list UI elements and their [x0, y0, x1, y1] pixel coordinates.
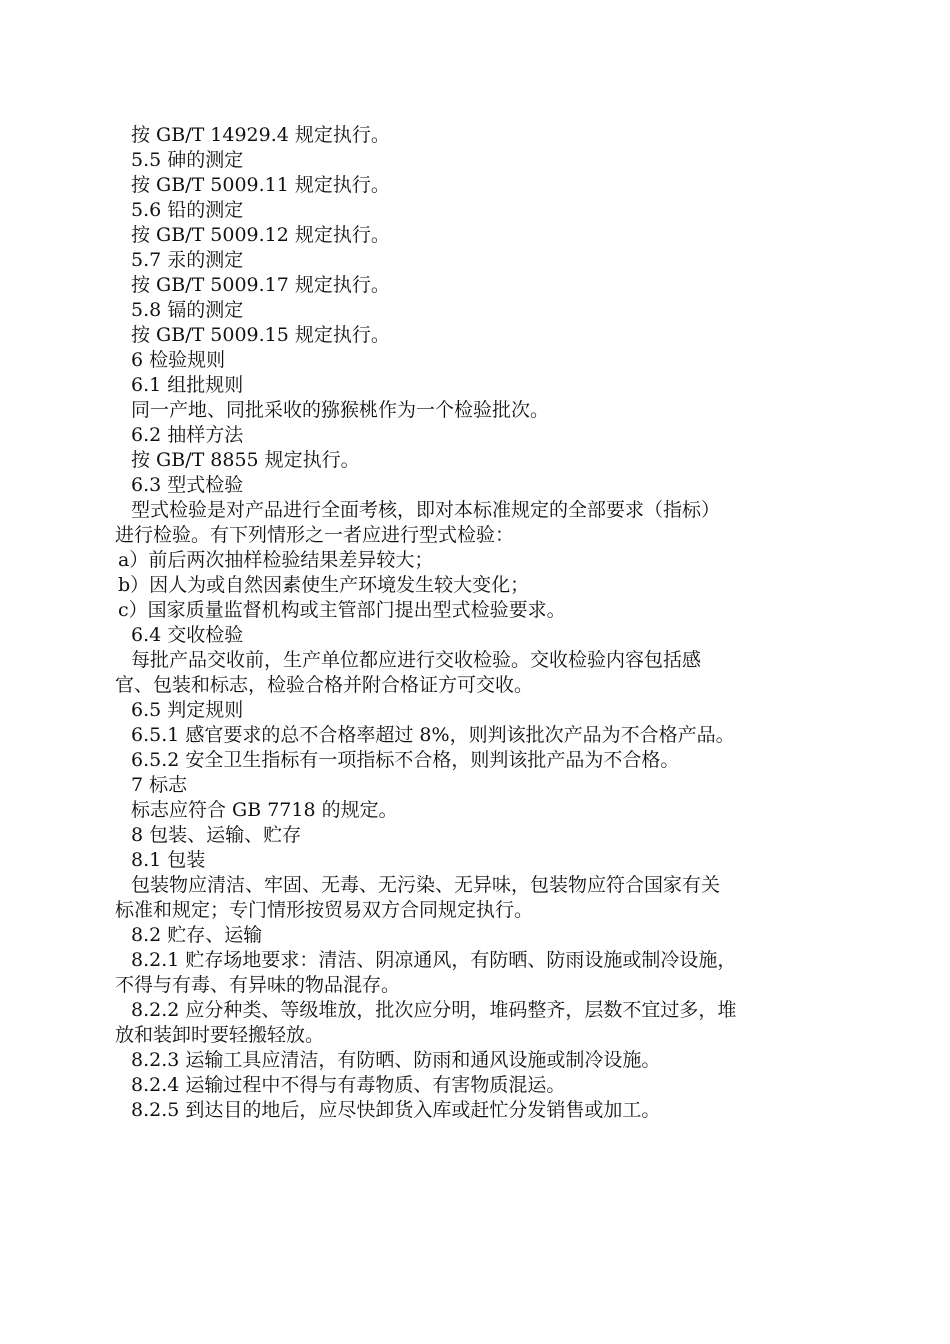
section-heading-5-6: 5.6 铅的测定: [131, 199, 244, 221]
text-line: 官、包装和标志，检验合格并附合格证方可交收。: [115, 674, 534, 696]
clause-6-5-2: 6.5.2 安全卫生指标有一项指标不合格，则判该批产品为不合格。: [131, 749, 680, 771]
text-line: 按 GB/T 8855 规定执行。: [131, 449, 360, 471]
text-line: 放和装卸时要轻搬轻放。: [115, 1024, 325, 1046]
section-heading-6-4: 6.4 交收检验: [131, 624, 244, 646]
list-item: b）因人为或自然因素使生产环境发生较大变化；: [118, 574, 530, 596]
section-heading-6-3: 6.3 型式检验: [131, 474, 244, 496]
section-heading-8-2: 8.2 贮存、运输: [131, 924, 263, 946]
text-line: 按 GB/T 14929.4 规定执行。: [131, 124, 390, 146]
text-line: 标准和规定；专门情形按贸易双方合同规定执行。: [115, 899, 534, 921]
section-heading-6: 6 检验规则: [131, 349, 226, 371]
clause-8-2-4: 8.2.4 运输过程中不得与有毒物质、有害物质混运。: [131, 1074, 566, 1096]
clause-8-2-1: 8.2.1 贮存场地要求：清洁、阴凉通风，有防晒、防雨设施或制冷设施，: [131, 949, 737, 971]
text-line: 型式检验是对产品进行全面考核，即对本标准规定的全部要求（指标）: [131, 499, 721, 521]
text-line: 进行检验。有下列情形之一者应进行型式检验：: [115, 524, 515, 546]
section-heading-8-1: 8.1 包装: [131, 849, 206, 871]
section-heading-5-8: 5.8 镉的测定: [131, 299, 244, 321]
clause-6-5-1: 6.5.1 感官要求的总不合格率超过 8%，则判该批次产品为不合格产品。: [131, 724, 735, 746]
section-heading-7: 7 标志: [131, 774, 188, 796]
clause-8-2-3: 8.2.3 运输工具应清洁，有防晒、防雨和通风设施或制冷设施。: [131, 1049, 661, 1071]
clause-8-2-2: 8.2.2 应分种类、等级堆放，批次应分明，堆码整齐，层数不宜过多，堆: [131, 999, 737, 1021]
section-heading-5-5: 5.5 砷的测定: [131, 149, 244, 171]
text-line: 按 GB/T 5009.12 规定执行。: [131, 224, 390, 246]
section-heading-6-5: 6.5 判定规则: [131, 699, 244, 721]
text-line: 标志应符合 GB 7718 的规定。: [131, 799, 398, 821]
text-line: 包装物应清洁、牢固、无毒、无污染、无异味，包装物应符合国家有关: [131, 874, 721, 896]
text-line: 不得与有毒、有异味的物品混存。: [115, 974, 401, 996]
section-heading-6-1: 6.1 组批规则: [131, 374, 244, 396]
clause-8-2-5: 8.2.5 到达目的地后，应尽快卸货入库或赶忙分发销售或加工。: [131, 1099, 661, 1121]
list-item: a）前后两次抽样检验结果差异较大；: [118, 549, 434, 571]
text-line: 按 GB/T 5009.17 规定执行。: [131, 274, 390, 296]
section-heading-8: 8 包装、运输、贮存: [131, 824, 302, 846]
text-line: 每批产品交收前，生产单位都应进行交收检验。交收检验内容包括感: [131, 649, 702, 671]
list-item: c）国家质量监督机构或主管部门提出型式检验要求。: [118, 599, 566, 621]
section-heading-5-7: 5.7 汞的测定: [131, 249, 244, 271]
text-line: 按 GB/T 5009.11 规定执行。: [131, 174, 390, 196]
section-heading-6-2: 6.2 抽样方法: [131, 424, 244, 446]
text-line: 同一产地、同批采收的猕猴桃作为一个检验批次。: [131, 399, 550, 421]
text-line: 按 GB/T 5009.15 规定执行。: [131, 324, 390, 346]
